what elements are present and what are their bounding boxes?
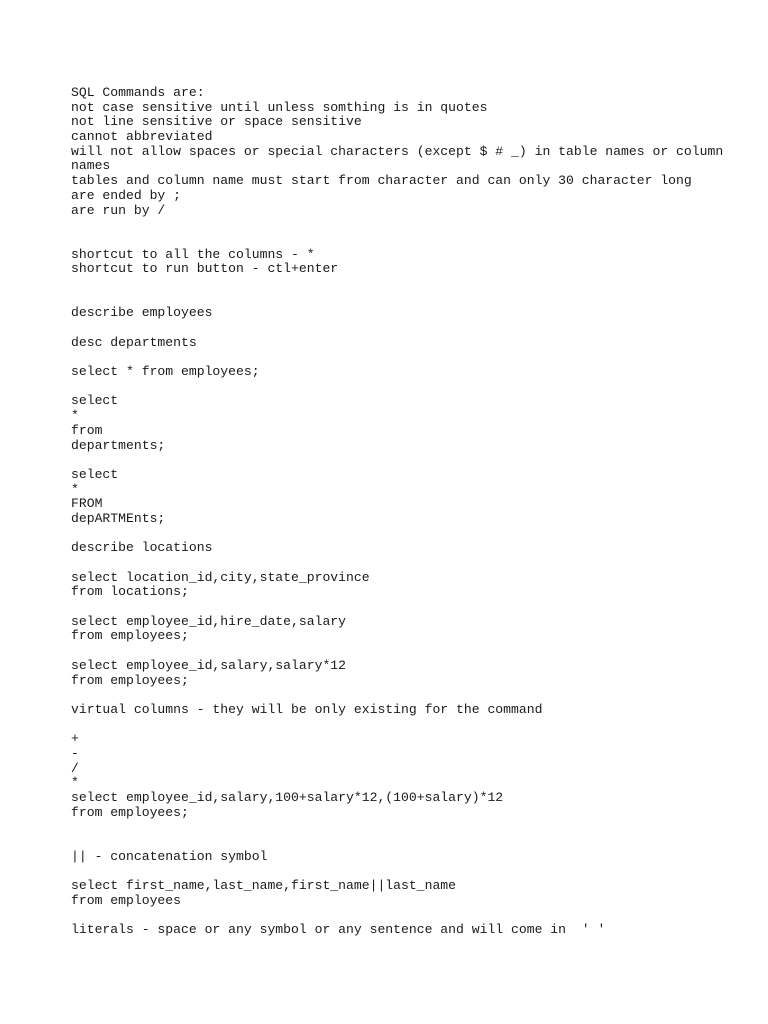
intro-line: not line sensitive or space sensitive [71, 114, 362, 130]
spacer [71, 820, 711, 849]
spacer [71, 350, 711, 365]
code-line: select * from employees; [71, 364, 260, 380]
code-block [71, 659, 711, 688]
code-line: desc departments [71, 334, 197, 350]
code-line: select first_name,last_name,first_name||last_name [71, 878, 457, 894]
intro-section [71, 85, 724, 218]
spacer [71, 453, 711, 468]
spacer [71, 556, 711, 571]
operator-line: * [71, 775, 79, 791]
shortcuts-section [71, 248, 711, 277]
spacer [71, 600, 711, 615]
code-line: * [71, 408, 79, 424]
intro-line: names [71, 158, 111, 174]
operators-list [71, 732, 711, 791]
spacer [71, 321, 711, 336]
code-line: * [71, 481, 79, 497]
code-line: departments; [71, 437, 166, 453]
code-line: describe employees [71, 305, 213, 321]
spacer [71, 218, 711, 247]
shortcut-line: shortcut to run button - ctl+enter [71, 261, 339, 277]
operator-line: / [71, 760, 79, 776]
spacer [71, 277, 711, 306]
intro-line: will not allow spaces or special characters (except $ # _) in table names or column [71, 143, 724, 159]
code-block [71, 791, 711, 820]
spacer [71, 909, 711, 924]
spacer [71, 644, 711, 659]
code-line: select employee_id,salary,100+salary*12,(100+salary)*12 [71, 790, 504, 806]
code-line: describe locations [71, 540, 213, 556]
code-line: select [71, 466, 119, 482]
code-block [71, 879, 711, 908]
shortcut-line: shortcut to all the columns - * [71, 246, 315, 262]
code-line: depARTMEnts; [71, 510, 166, 526]
intro-line: not case sensitive until unless somthing is in quotes [71, 99, 488, 115]
document-body [71, 85, 724, 938]
operator-line: + [71, 731, 79, 747]
operator-line: - [71, 745, 79, 761]
code-line: select [71, 393, 119, 409]
code-line: from employees [71, 892, 182, 908]
intro-line: tables and column name must start from character and can only 30 character long [71, 173, 692, 189]
code-block [71, 394, 711, 453]
code-block [71, 571, 711, 600]
note-line: || - concatenation symbol [71, 848, 268, 864]
intro-line: cannot abbreviated [71, 129, 213, 145]
code-line: select location_id,city,state_province [71, 569, 370, 585]
code-block [71, 468, 711, 527]
code-line: from [71, 422, 103, 438]
note-line: literals - space or any symbol or any sentence and will come in ' ' [71, 922, 606, 938]
code-line: from employees; [71, 804, 189, 820]
code-line: select employee_id,salary,salary*12 [71, 657, 347, 673]
intro-line: are run by / [71, 202, 166, 218]
code-line: FROM [71, 496, 103, 512]
spacer [71, 718, 711, 733]
intro-heading: SQL Commands are: [71, 85, 205, 100]
code-block [71, 615, 711, 644]
code-line: from locations; [71, 584, 189, 600]
code-line: from employees; [71, 628, 189, 644]
note-line: virtual columns - they will be only existing for the command [71, 701, 543, 717]
intro-line: are ended by ; [71, 187, 182, 203]
spacer [71, 864, 711, 879]
spacer [71, 688, 711, 703]
spacer [71, 380, 711, 395]
code-line: select employee_id,hire_date,salary [71, 613, 347, 629]
code-line: from employees; [71, 672, 189, 688]
spacer [71, 527, 711, 542]
